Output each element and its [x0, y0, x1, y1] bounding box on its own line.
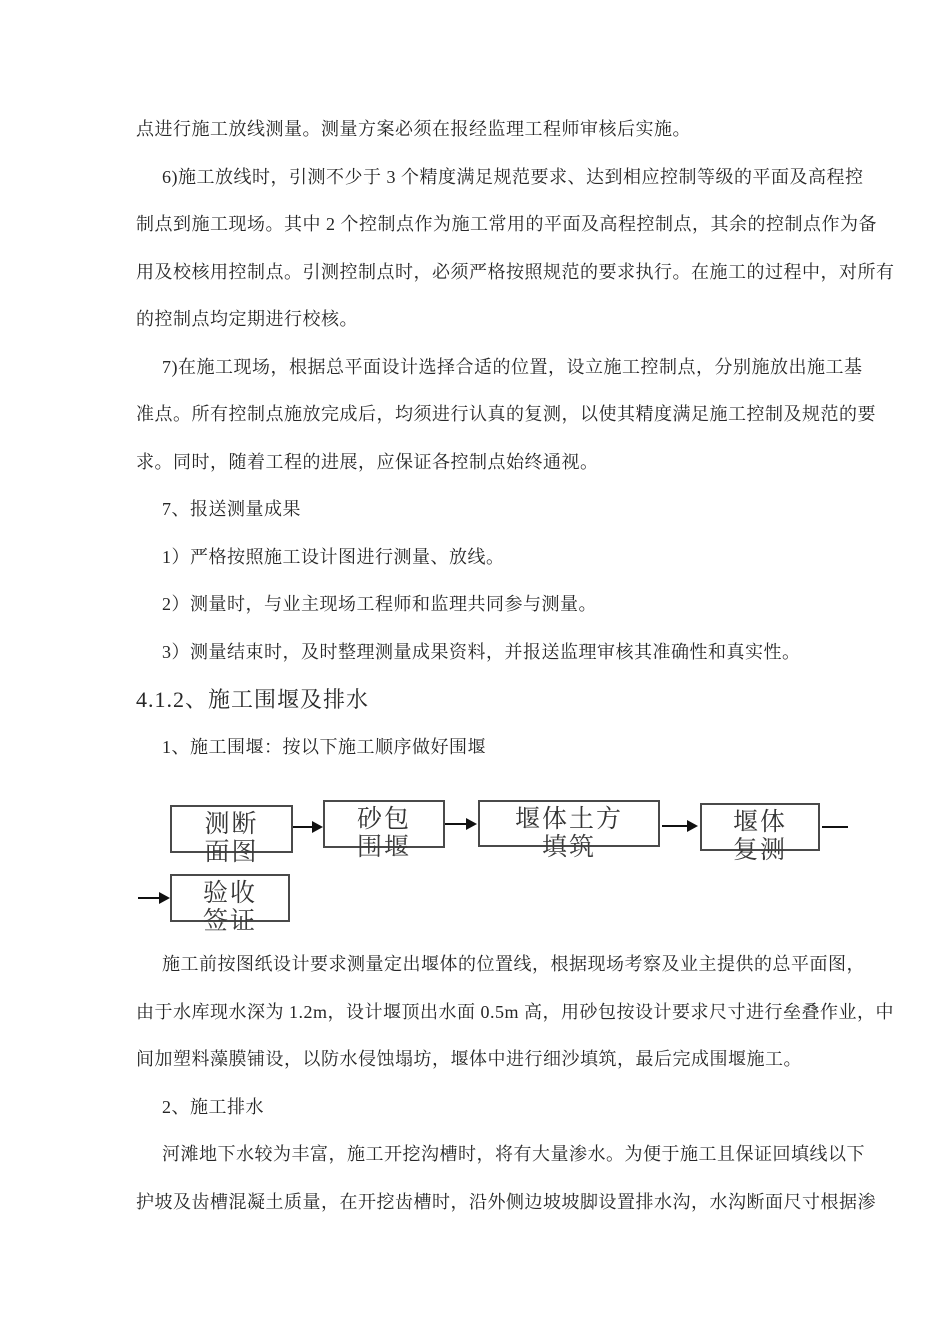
flow-step-label: 堰体	[732, 809, 787, 836]
flow-step-label: 验收	[202, 880, 257, 907]
arrow-line	[445, 823, 467, 825]
paragraph-line: 2、施工排水	[162, 1096, 264, 1117]
arrow-right-icon	[466, 818, 477, 830]
paragraph-line: 由于水库现水深为 1.2m，设计堰顶出水面 0.5m 高，用砂包按设计要求尺寸进行垒叠作业，中	[136, 1001, 894, 1022]
paragraph-line: 6)施工放线时，引测不少于 3 个精度满足规范要求、达到相应控制等级的平面及高程控	[162, 166, 864, 187]
paragraph-line: 间加塑料藻膜铺设，以防水侵蚀塌坊，堰体中进行细沙填筑，最后完成围堰施工。	[136, 1049, 802, 1069]
paragraph-line: 的控制点均定期进行校核。	[136, 309, 358, 329]
arrow-line	[662, 825, 688, 827]
paragraph-line: 护坡及齿槽混凝土质量，在开挖齿槽时，沿外侧边坡坡脚设置排水沟，水沟断面尺寸根据渗	[136, 1191, 876, 1212]
paragraph-line: 河滩地下水较为丰富，施工开挖沟槽时，将有大量渗水。为便于施工且保证回填线以下	[162, 1144, 865, 1164]
flow-step-label: 砂包	[356, 806, 411, 833]
list-item-line: 2）测量时，与业主现场工程师和监理共同参与测量。	[162, 594, 597, 614]
paragraph-line: 准点。所有控制点施放完成后，均须进行认真的复测，以使其精度满足施工控制及规范的要	[136, 404, 876, 424]
section-heading: 4.1.2、施工围堰及排水	[136, 687, 370, 712]
list-item-line: 3）测量结束时，及时整理测量成果资料，并报送监理审核其准确性和真实性。	[162, 641, 801, 662]
list-item-line: 1）严格按照施工设计图进行测量、放线。	[162, 546, 505, 567]
arrow-right-icon	[687, 820, 698, 832]
flow-step-acceptance-sign-off	[170, 874, 290, 935]
flow-step-label: 签证	[202, 908, 257, 935]
flowchart-figure	[0, 771, 950, 941]
flow-intro-line: 1、施工围堰：按以下施工顺序做好围堰	[162, 736, 486, 757]
paragraph-line: 点进行施工放线测量。测量方案必须在报经监理工程师审核后实施。	[136, 119, 691, 139]
paragraph-line: 制点到施工现场。其中 2 个控制点作为施工常用的平面及高程控制点，其余的控制点作为备	[136, 214, 877, 234]
flow-step-sandbag-cofferdam	[323, 800, 445, 861]
flow-step-label: 堰体土方	[514, 806, 623, 833]
arrow-right-icon	[159, 892, 170, 904]
flow-step-cofferdam-resurvey	[700, 803, 820, 864]
paragraph-line: 施工前按图纸设计要求测量定出堰体的位置线，根据现场考察及业主提供的总平面图，	[162, 954, 865, 974]
connector-line	[822, 826, 848, 828]
list-item-line: 7、报送测量成果	[162, 499, 301, 519]
flow-step-label: 填筑	[541, 834, 596, 861]
flow-step-survey-section	[170, 805, 293, 866]
flow-step-earthwork-filling	[478, 800, 660, 861]
flow-step-label: 测断	[204, 811, 259, 838]
paragraph-line: 7)在施工现场，根据总平面设计选择合适的位置，设立施工控制点，分别施放出施工基	[162, 356, 863, 377]
flow-step-label: 复测	[732, 837, 787, 864]
paragraph-line: 用及校核用控制点。引测控制点时，必须严格按照规范的要求执行。在施工的过程中，对所有	[136, 261, 895, 282]
arrow-right-icon	[312, 821, 323, 833]
flow-step-label: 围堰	[356, 834, 411, 861]
flow-step-label: 面图	[204, 839, 259, 866]
arrow-line	[293, 826, 313, 828]
paragraph-line: 求。同时，随着工程的进展，应保证各控制点始终通视。	[136, 451, 599, 472]
arrow-line	[138, 897, 160, 899]
